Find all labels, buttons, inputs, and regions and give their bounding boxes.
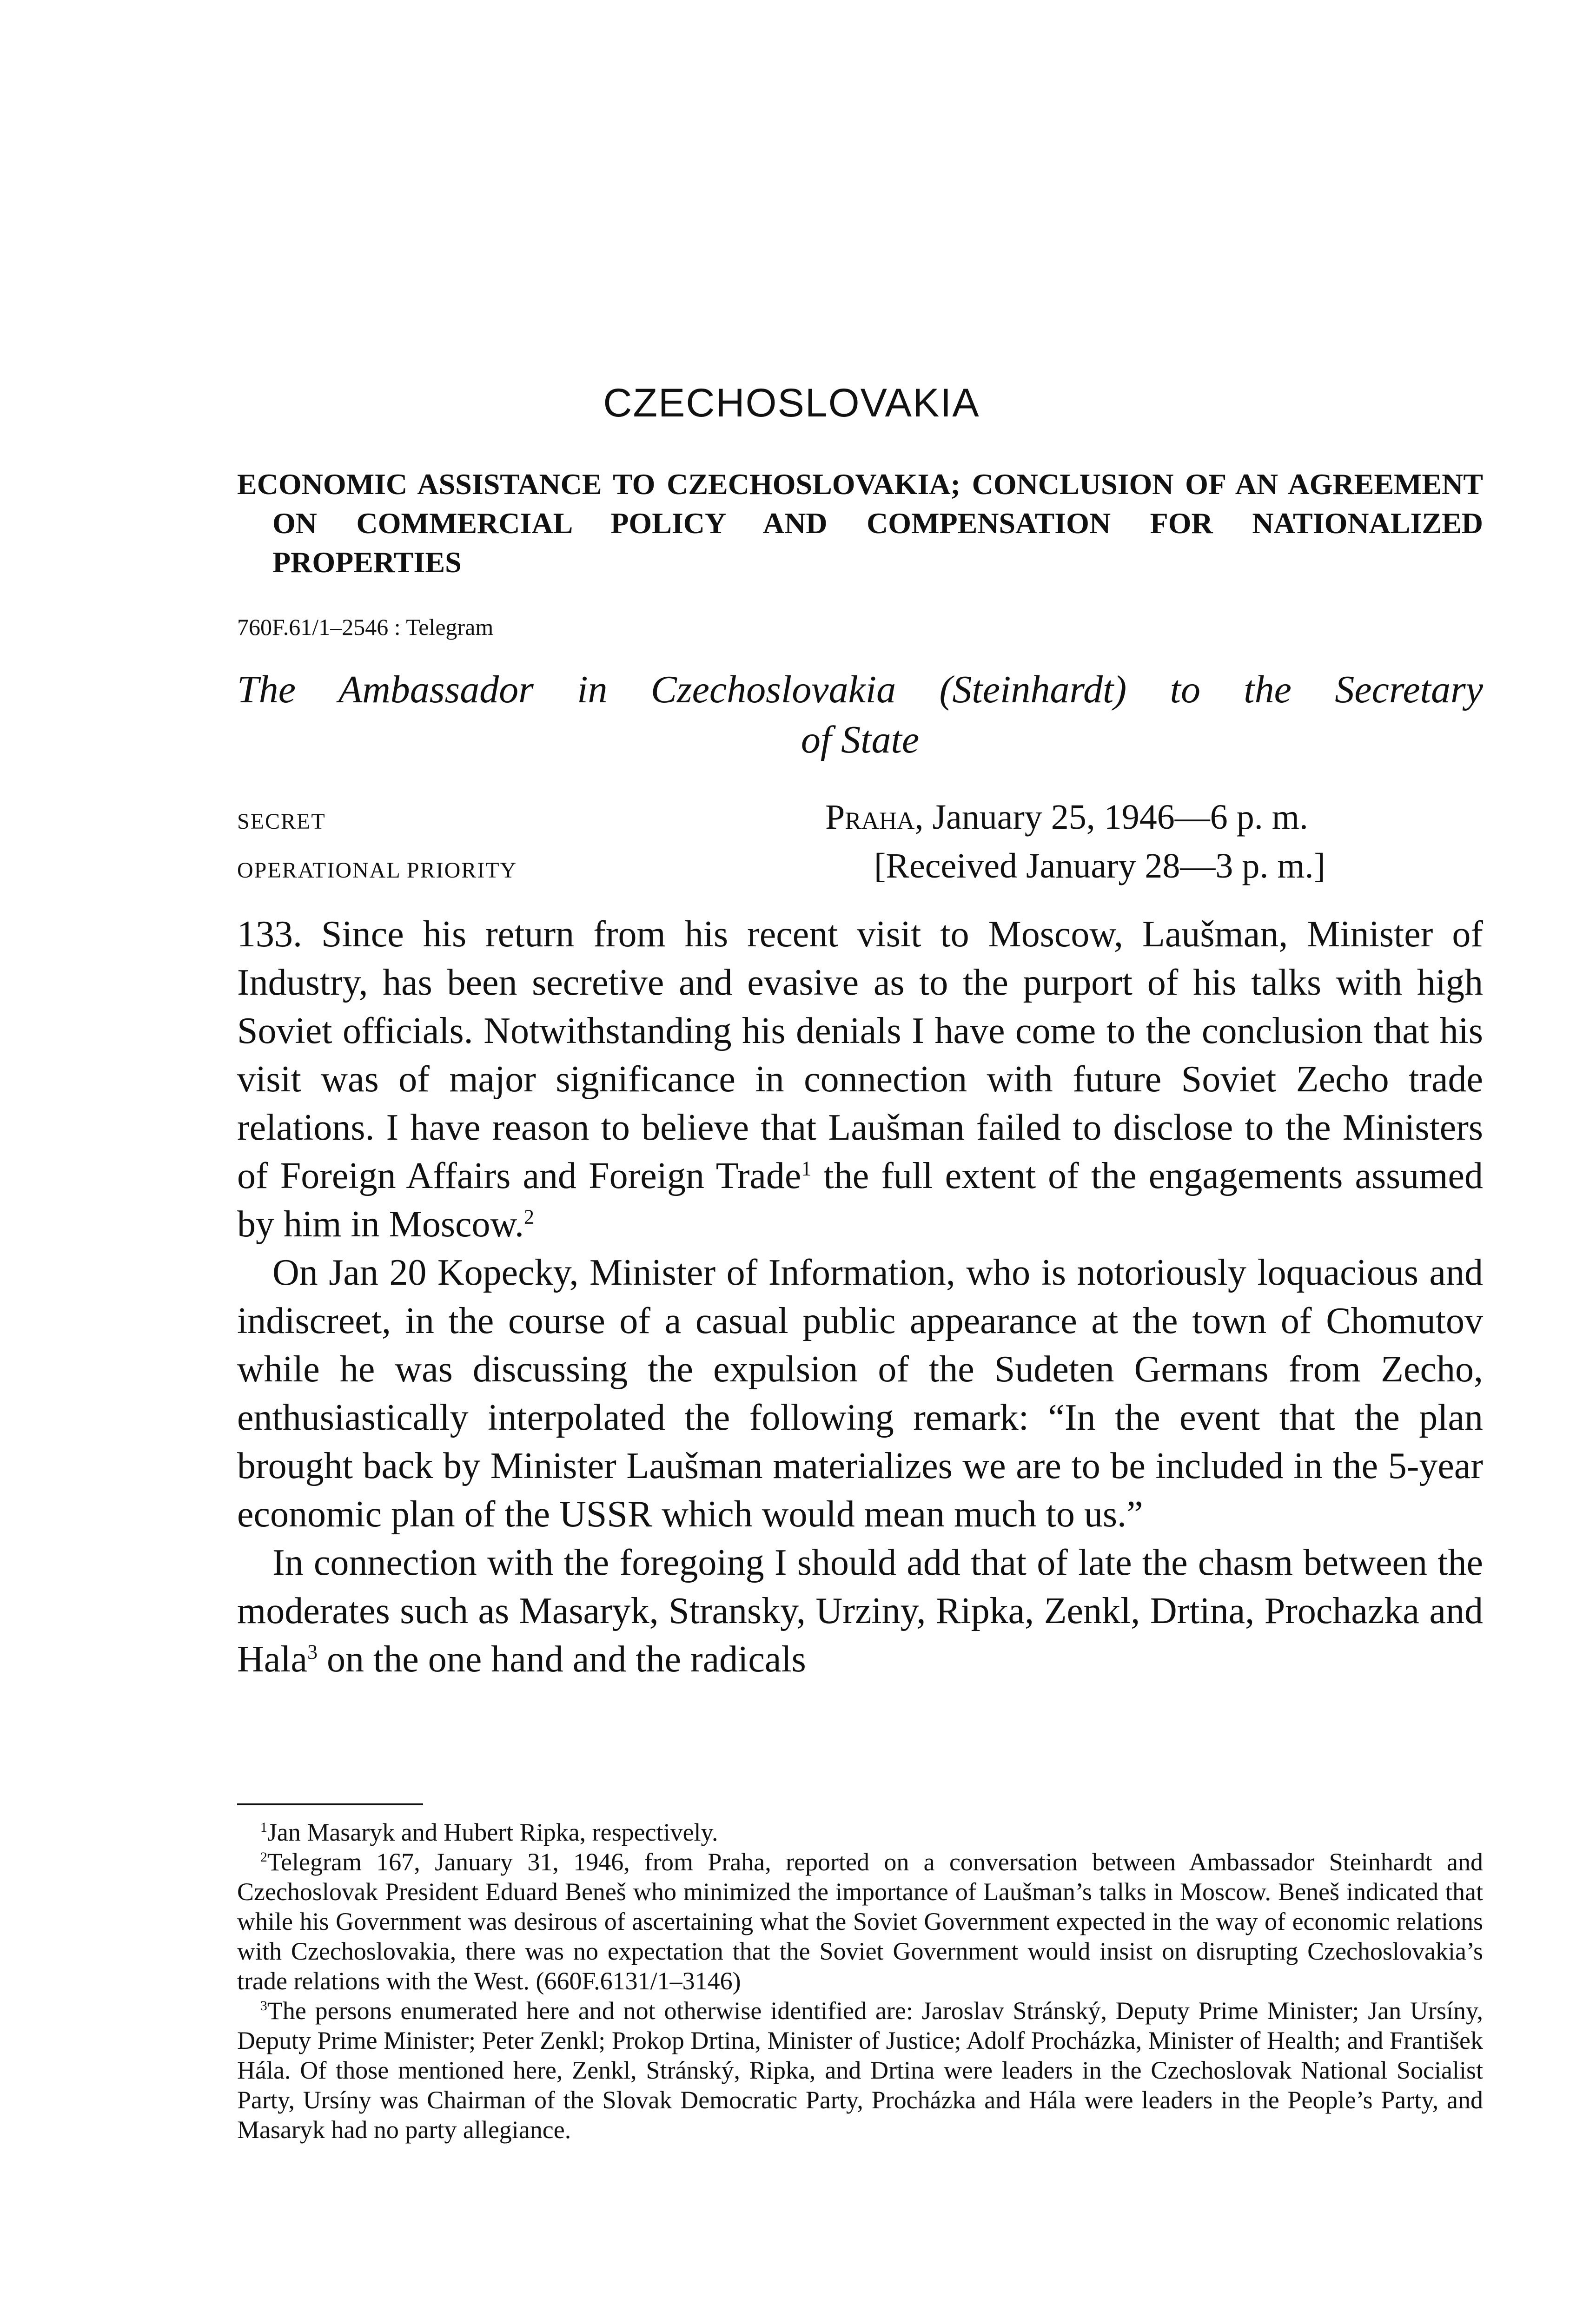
footnote-3: $^3$The persons enumerated here and not otherwise identified are: Jaroslav Stránský, Deputy Prime Minister; Jan Ursíny, Deputy Prime Minister; Peter Zenkl; Prokop Drtina, Minister of Justice; Adolf Procházka, Minister of Health; and František Hála. Of those mentioned here, Zenkl, Stránský, Ripka, and Drtina were leaders in the Czechoslovak National Socialist Party, Ursíny was Chairman of the Slovak Democratic Party, Procházka and Hála were leaders in the People’s Party, and Masaryk had no party allegiance. <box>237 1997 1483 2144</box>
file-number: 760F.61/1–2546 <box>237 614 389 640</box>
classification-label: SECRET <box>237 809 326 834</box>
footnote-divider <box>237 1803 423 1805</box>
paragraph-3: In connection with the foregoing I should add that of late the chasm between the moderates such as Masaryk, Stransky, Urziny, Ripka, Zenkl, Drtina, Prochazka and Hala$^3$ on the one hand and the radicals <box>237 1542 1483 1680</box>
footnote-2: $^2$Telegram 167, January 31, 1946, from Praha, reported on a conversation between Ambassador Steinhardt and Czechoslovak President Eduard Beneš who minimized the importance of Laušman’s talks in Moscow. Beneš indicated that while his Government was desirous of ascertaining what the Soviet Government expected in the way of economic relations with Czechoslovakia, there was no expectation that the Soviet Government would insist on disrupting Czechoslovakia’s trade relations with the West. (660F.6131/1–3146) <box>237 1848 1483 1995</box>
footnote-mark: 1 <box>260 1820 267 1835</box>
title-line-1: The Ambassador in Czechoslovakia (Steinhardt) to the Secretary <box>237 668 1483 711</box>
priority-label: OPERATIONAL PRIORITY <box>237 858 517 883</box>
country-heading: CZECHOSLOVAKIA <box>603 381 980 425</box>
telegram-body <box>237 910 1483 1684</box>
footnote-ref-1: 1 <box>801 1157 812 1180</box>
dateline-sent <box>825 797 1308 838</box>
file-reference <box>237 614 493 640</box>
paragraph-2: On Jan 20 Kopecky, Minister of Information, who is notoriously loquacious and indiscreet, in the course of a casual public appearance at the town of Chomutov while he was discussing the expulsion of the Sudeten Germans from Zecho, enthusiastically interpolated the following remark: “In the event that the plan brought back by Minister Laušman materializes we are to be included in the 5-year economic plan of the USSR which would mean much to us.” <box>237 1252 1483 1535</box>
footnote-mark: 2 <box>260 1850 267 1865</box>
title-line-2: of State <box>801 718 920 761</box>
paragraph-1: 133. Since his return from his recent visit to Moscow, Laušman, Minister of Industry, has been secretive and evasive as to the purport of his talks with high Soviet officials. Notwithstanding his denials I have come to the conclusion that his visit was of major significance in connection with future Soviet Zecho trade relations. I have reason to believe that Laušman failed to disclose to the Ministers of Foreign Affairs and Foreign Trade$^1$ the full extent of the engagements assumed by him in Moscow.$^2$ <box>237 914 1484 1245</box>
footnote-1: $^1$Jan Masaryk and Hubert Ripka, respectively. <box>260 1818 718 1846</box>
footnotes <box>237 1817 1483 2145</box>
dateline-place: Praha <box>825 798 915 837</box>
footnote-mark: 3 <box>260 1999 267 2014</box>
document-type: : Telegram <box>394 614 494 640</box>
dateline-received: [Received January 28—3 p. m.] <box>874 846 1325 885</box>
document-title <box>237 665 1483 765</box>
dateline-date: , January 25, 1946—6 p. m. <box>914 798 1308 837</box>
footnote-ref-2: 2 <box>524 1205 535 1228</box>
section-heading: ECONOMIC ASSISTANCE TO CZECHOSLOVAKIA; CONCLUSION OF AN AGREEMENT ON COMMERCIAL POLICY AND COMPENSATION FOR NATIONALIZED PROPERTIES <box>237 468 1483 579</box>
footnote-ref-3: 3 <box>307 1640 318 1664</box>
